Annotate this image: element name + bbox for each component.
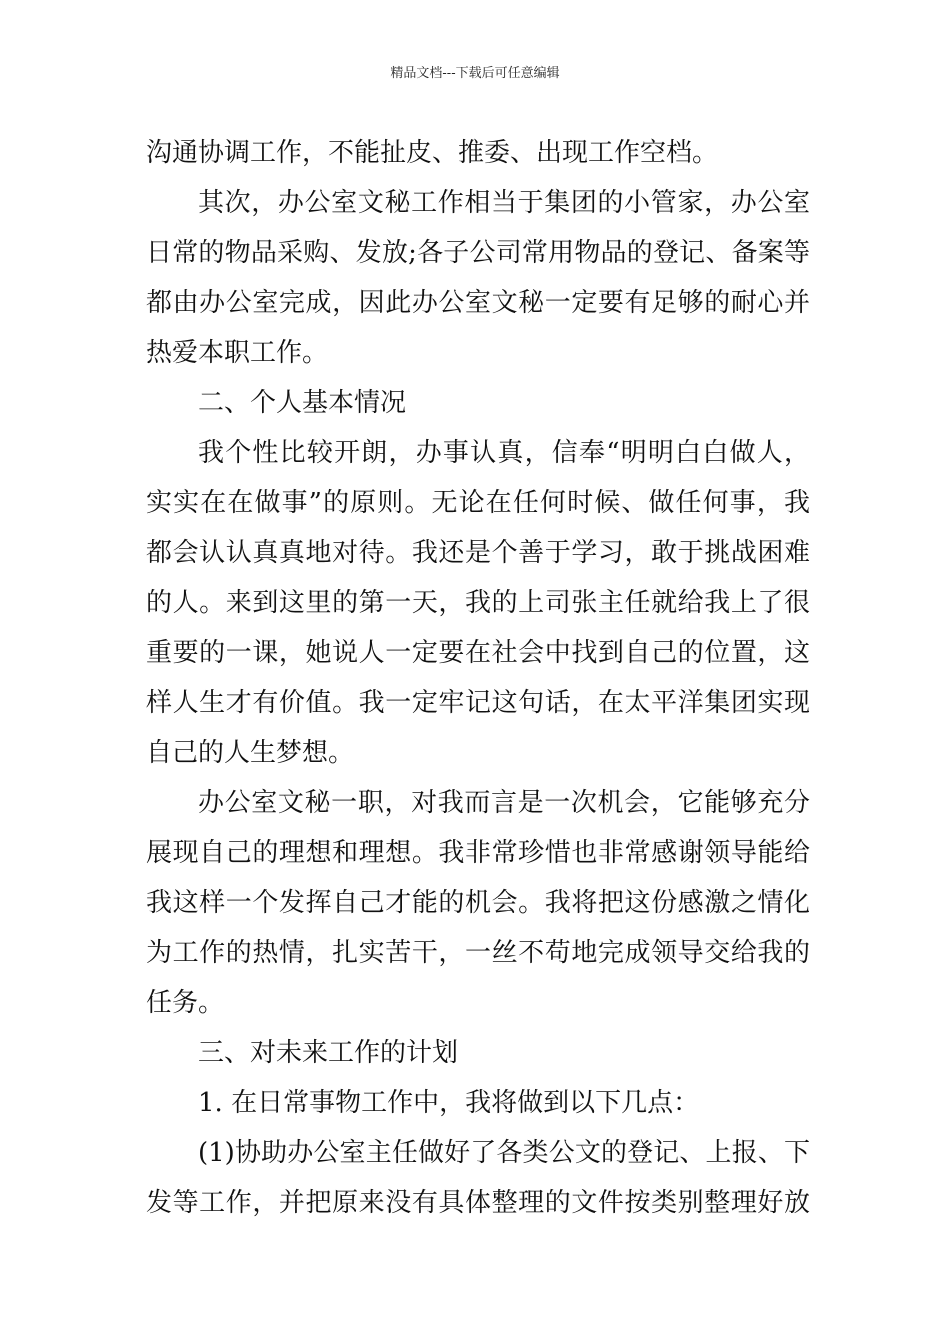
- text-line: 样人生才有价值。我一定牢记这句话，在太平洋集团实现: [146, 688, 810, 718]
- text-line: 都会认认真真地对待。我还是个善于学习，敢于挑战困难: [146, 538, 810, 568]
- text-line: 自己的人生梦想。: [146, 738, 355, 768]
- document-body: [146, 128, 810, 1228]
- text-line: 办公室文秘一职，对我而言是一次机会，它能够充分: [198, 788, 810, 818]
- page-header: 精品文档---下载后可任意编辑: [390, 66, 560, 81]
- text-line: 其次，办公室文秘工作相当于集团的小管家，办公室: [198, 188, 810, 218]
- text-line: 的人。来到这里的第一天，我的上司张主任就给我上了很: [146, 588, 810, 618]
- section-heading: 三、对未来工作的计划: [198, 1038, 459, 1068]
- text-line: 重要的一课，她说人一定要在社会中找到自己的位置，这: [146, 638, 810, 668]
- text-line: 为工作的热情，扎实苦干，一丝不苟地完成领导交给我的: [146, 938, 810, 968]
- text-line: 发等工作，并把原来没有具体整理的文件按类别整理好放: [146, 1188, 810, 1218]
- text-line: 热爱本职工作。: [146, 338, 329, 368]
- text-line: 展现自己的理想和理想。我非常珍惜也非常感谢领导能给: [146, 838, 810, 868]
- text-line: 我个性比较开朗，办事认真，信奉“明明白白做人，: [198, 438, 810, 468]
- text-line: 任务。: [146, 988, 225, 1018]
- text-line: 都由办公室完成，因此办公室文秘一定要有足够的耐心并: [146, 288, 810, 318]
- text-line: 我这样一个发挥自己才能的机会。我将把这份感激之情化: [146, 888, 810, 918]
- list-item: 1. 在日常事物工作中，我将做到以下几点：: [198, 1088, 700, 1118]
- text-line: 日常的物品采购、发放;各子公司常用物品的登记、备案等: [146, 238, 810, 268]
- text-line: 实实在在做事”的原则。无论在任何时候、做任何事，我: [146, 488, 810, 518]
- section-heading: 二、个人基本情况: [198, 388, 407, 418]
- list-item: (1)协助办公室主任做好了各类公文的登记、上报、下: [198, 1138, 810, 1168]
- text-line: 沟通协调工作，不能扯皮、推委、出现工作空档。: [146, 138, 719, 168]
